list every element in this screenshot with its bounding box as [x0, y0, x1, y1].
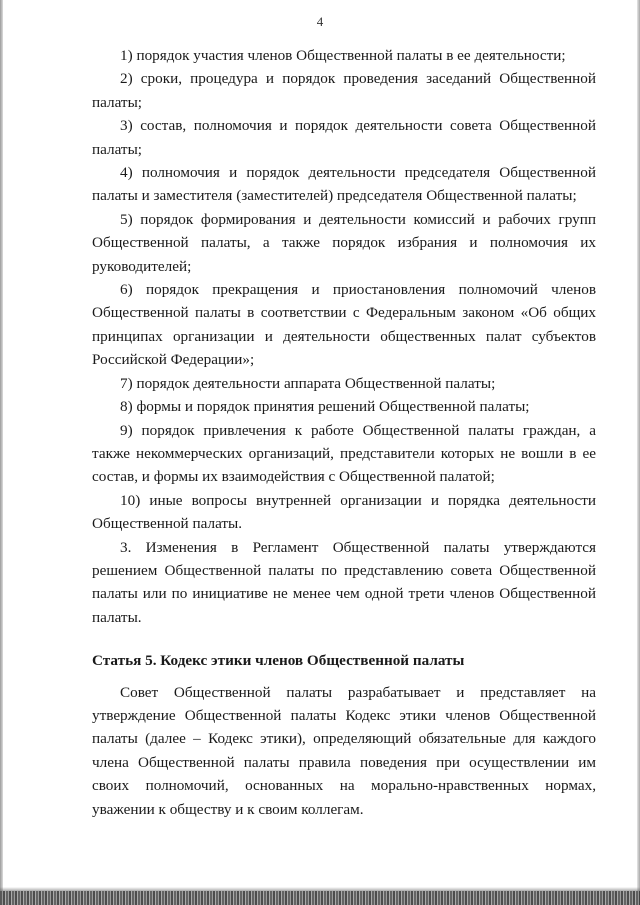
list-item-5: 5) порядок формирования и деятельности комиссий и рабочих групп Общественной палаты, а также порядок избрания и полномочия их руководителей; — [92, 210, 596, 275]
page-number: 4 — [316, 14, 324, 29]
list-item-10: 10) иные вопросы внутренней организации и порядка деятельности Общественной палаты. — [92, 491, 596, 533]
heading-spacer — [92, 673, 596, 681]
list-item-1: 1) порядок участия членов Общественной палаты в ее деятельности; — [120, 47, 566, 64]
list-item-7: 7) порядок деятельности аппарата Общественной палаты; — [120, 374, 496, 392]
list-item-3: 3) состав, полномочия и порядок деятельности совета Общественной палаты; — [92, 117, 596, 158]
scan-bottom-bar — [0, 891, 640, 905]
scan-left-edge — [0, 0, 3, 905]
list-item-2: 2) сроки, процедура и порядок проведения заседаний Общественной палаты; — [92, 70, 596, 111]
section-spacer — [92, 629, 596, 649]
clause-3: 3. Изменения в Регламент Общественной палаты утверждаются решением Общественной палаты по представлению совета Общественной палаты или по инициативе не менее чем одной трети членов Общественной палаты. — [92, 538, 596, 626]
list-item-8: 8) формы и порядок принятия решений Общественной палаты; — [120, 398, 530, 416]
article-5-body: Совет Общественной палаты разрабатывает и представляет на утверждение Общественной палаты Кодекс этики членов Общественной палаты (далее – Кодекс этики), определяющий обязательные для каждого члена Общественной палаты правила поведения при осуществлении им своих полномочий, основанных на морально-нравственных нормах, уважении к обществу и к своим коллегам. — [92, 683, 596, 818]
article-5-heading: Статья 5. Кодекс этики членов Общественной палаты — [92, 652, 465, 670]
list-item-4: 4) полномочия и порядок деятельности председателя Общественной палаты и заместителя (заместителей) председателя Общественной палаты; — [92, 164, 596, 205]
list-item-6: 6) порядок прекращения и приостановления полномочий членов Общественной палаты в соответствии с Федеральным законом «Об общих принципах организации и деятельности общественных палат субъектов Российской Федерации»; — [92, 281, 596, 369]
list-item-9: 9) порядок привлечения к работе Общественной палаты граждан, а также некоммерческих организаций, представители которых не вошли в ее состав, и формы их взаимодействия с Общественной палатой; — [92, 421, 596, 486]
document-body — [92, 44, 596, 821]
